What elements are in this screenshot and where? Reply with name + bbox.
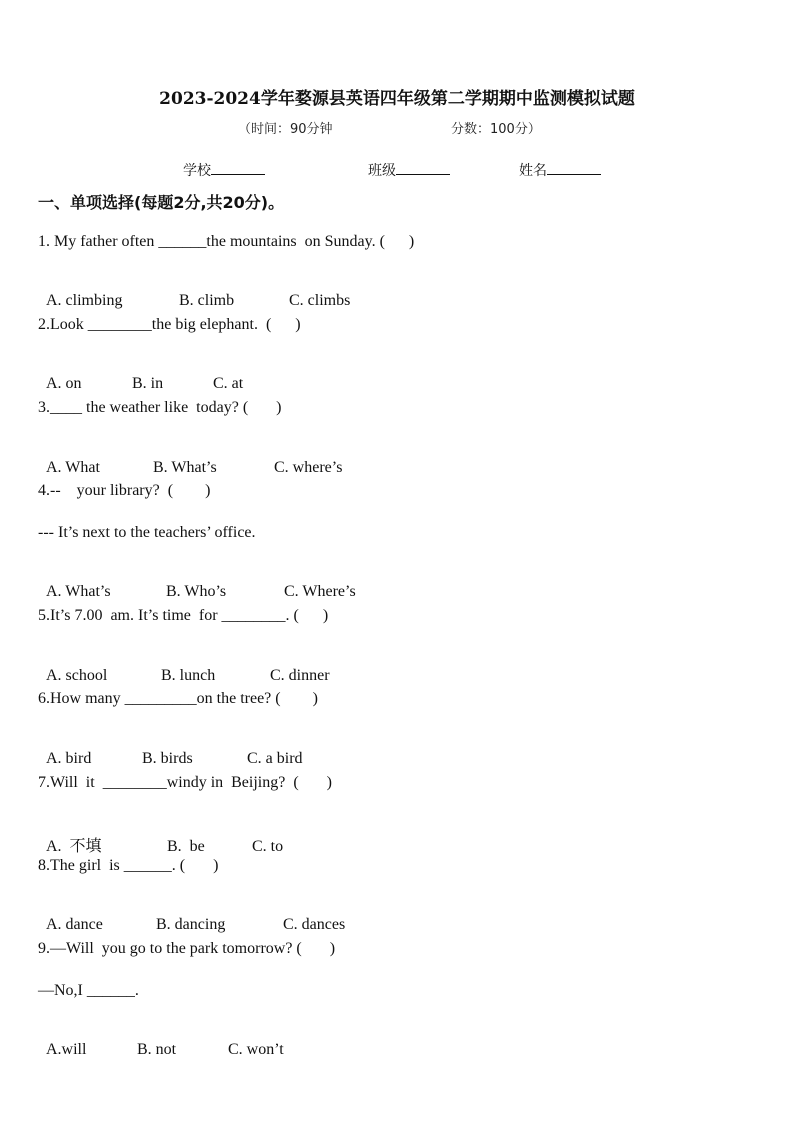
question-3-options [38,441,342,477]
option-c: C. a bird [247,750,303,767]
question-1-options [38,274,350,310]
option-b: B. climb [179,292,235,309]
question-8-stem: 8.The girl is ______. ( ) [38,857,219,874]
option-a: A. dance [46,916,103,933]
question-7-stem: 7.Will it ________windy in Beijing? ( ) [38,774,332,791]
name-blank [547,160,601,175]
option-c: C. dinner [270,667,330,684]
option-b: B. lunch [161,667,216,684]
class-field [368,160,450,180]
question-6-options [38,732,303,768]
question-3-stem: 3.____ the weather like today? ( ) [38,399,282,416]
page-title: 2023-2024学年婺源县英语四年级第二学期期中监测模拟试题 [159,89,635,109]
question-4-stem: 4.-- your library? ( ) [38,482,211,499]
question-5-options [38,649,330,685]
name-label: 姓名 [519,163,547,179]
option-a: A. What [46,459,100,476]
exam-score: 分数：100分） [451,122,541,137]
option-a: A.will [46,1041,87,1058]
class-label: 班级 [368,163,396,179]
option-a: A. bird [46,750,92,767]
option-a: A. climbing [46,292,123,309]
option-b: B. in [132,375,164,392]
option-c: C. to [252,838,284,855]
option-c: C. climbs [289,292,351,309]
option-c: C. won’t [228,1041,284,1058]
option-c: C. where’s [274,459,343,476]
question-6-stem: 6.How many _________on the tree? ( ) [38,690,318,707]
question-1-stem: 1. My father often ______the mountains on Sunday. ( ) [38,233,415,250]
question-9-stem: 9.—Will you go to the park tomorrow? ( ) [38,940,336,957]
option-b: B. not [137,1041,177,1058]
option-b: B. Who’s [166,583,227,600]
option-b: B. birds [142,750,193,767]
question-5-stem: 5.It’s 7.00 am. It’s time for ________. ( ) [38,607,329,624]
option-b: B. dancing [156,916,226,933]
option-c: C. dances [283,916,346,933]
option-b: B. be [167,838,205,855]
question-9-options [38,1023,284,1059]
option-b: B. What’s [153,459,217,476]
question-2-stem: 2.Look ________the big elephant. ( ) [38,316,301,333]
question-4-line2: --- It’s next to the teachers’ office. [38,524,256,541]
section-heading: 一、单项选择(每题2分,共20分)。 [38,193,285,212]
question-4-options [38,565,356,601]
question-2-options [38,357,243,393]
option-c: C. Where’s [284,583,356,600]
school-blank [211,160,265,175]
question-7-options [38,815,283,856]
option-a: A. What’s [46,583,111,600]
option-a: A. on [46,375,82,392]
class-blank [396,160,450,175]
option-a: A. 不填 [46,838,102,855]
school-field [183,160,265,180]
exam-time: （时间：90分钟 [238,122,333,137]
option-a: A. school [46,667,108,684]
name-field [519,160,601,180]
option-c: C. at [213,375,244,392]
school-label: 学校 [183,163,211,179]
question-9-line2: —No,I ______. [38,982,139,999]
question-8-options [38,898,345,934]
